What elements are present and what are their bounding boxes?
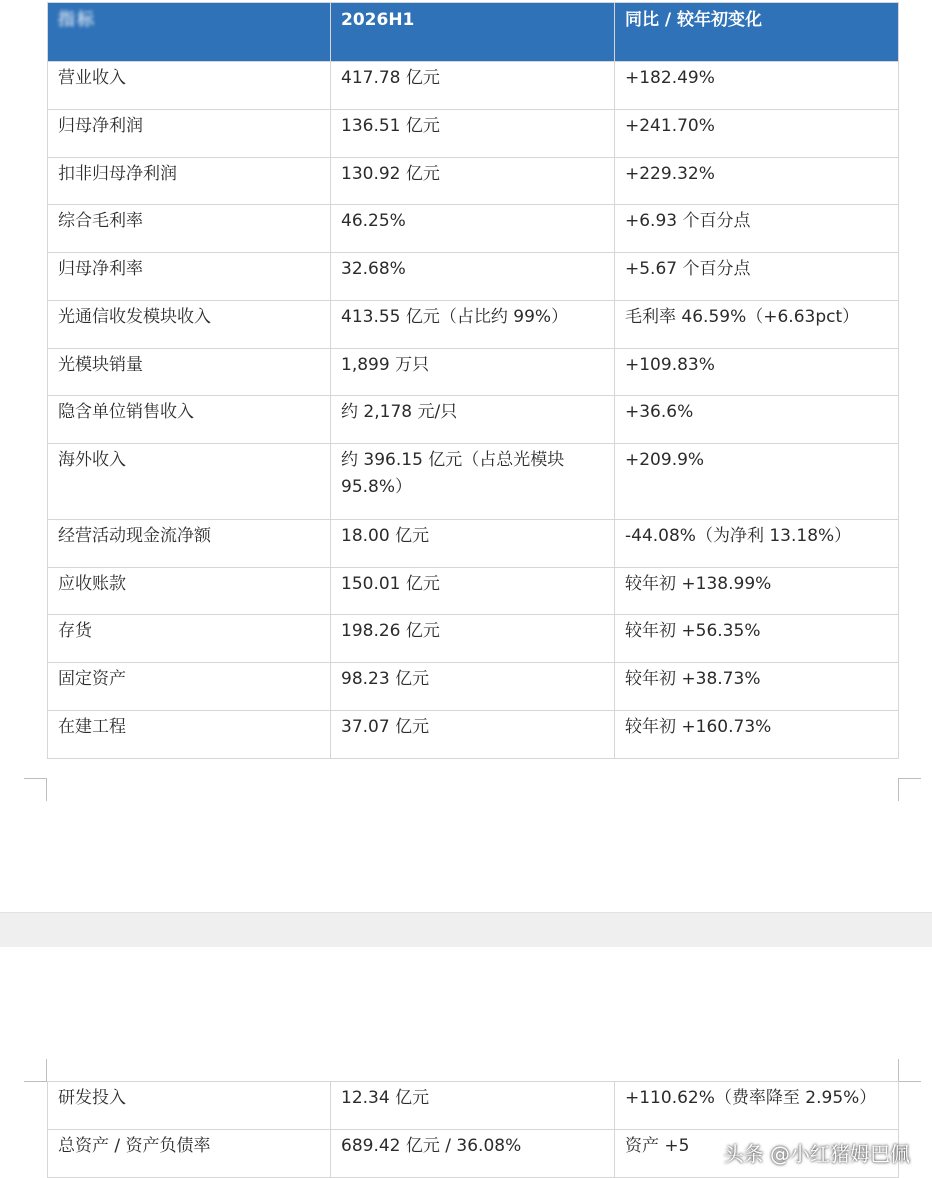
document-page-2 <box>0 947 932 1173</box>
table-row <box>48 396 899 444</box>
table-row <box>48 1082 899 1130</box>
metric-change-cell: 较年初 +160.73% <box>615 711 899 759</box>
header-cell: 2026H1 <box>331 3 615 62</box>
metric-value-cell: 12.34 亿元 <box>331 1082 615 1130</box>
metric-change-cell: 较年初 +38.73% <box>615 663 899 711</box>
page-corner-mark <box>24 778 47 801</box>
table-row <box>48 444 899 520</box>
metric-name-cell: 归母净利润 <box>48 110 331 158</box>
metric-change-cell: +109.83% <box>615 349 899 396</box>
metric-change-cell: 资产 +5 <box>615 1130 899 1178</box>
metric-name-cell: 综合毛利率 <box>48 205 331 253</box>
table-header-row <box>48 3 899 62</box>
metric-value-cell: 1,899 万只 <box>331 349 615 396</box>
metric-change-cell: +6.93 个百分点 <box>615 205 899 253</box>
metric-value-cell: 198.26 亿元 <box>331 615 615 663</box>
table-row <box>48 110 899 158</box>
page-corner-mark <box>898 1059 921 1082</box>
table-row <box>48 301 899 349</box>
metric-change-cell: 较年初 +56.35% <box>615 615 899 663</box>
metric-change-cell: 毛利率 46.59%（+6.63pct） <box>615 301 899 349</box>
metric-name-cell: 光通信收发模块收入 <box>48 301 331 349</box>
metric-value-cell: 417.78 亿元 <box>331 62 615 110</box>
metric-change-cell: +229.32% <box>615 158 899 205</box>
metric-value-cell: 150.01 亿元 <box>331 568 615 615</box>
metric-name-cell: 隐含单位销售收入 <box>48 396 331 444</box>
metric-change-cell: +5.67 个百分点 <box>615 253 899 301</box>
metric-change-cell: +241.70% <box>615 110 899 158</box>
table-row <box>48 520 899 568</box>
table-row <box>48 158 899 205</box>
metric-change-cell: +36.6% <box>615 396 899 444</box>
metric-name-cell: 营业收入 <box>48 62 331 110</box>
table-row <box>48 711 899 759</box>
metric-value-cell: 32.68% <box>331 253 615 301</box>
metric-name-cell: 总资产 / 资产负债率 <box>48 1130 331 1178</box>
metric-value-cell: 98.23 亿元 <box>331 663 615 711</box>
metric-name-cell: 固定资产 <box>48 663 331 711</box>
metric-name-cell: 经营活动现金流净额 <box>48 520 331 568</box>
metric-value-cell: 约 396.15 亿元（占总光模块 95.8%） <box>331 444 615 520</box>
table-row <box>48 349 899 396</box>
page-corner-mark <box>24 1059 47 1082</box>
metric-value-cell: 约 2,178 元/只 <box>331 396 615 444</box>
page-corner-mark <box>898 778 921 801</box>
metric-value-cell: 689.42 亿元 / 36.08% <box>331 1130 615 1178</box>
header-cell: 同比 / 较年初变化 <box>615 3 899 62</box>
metric-value-cell: 37.07 亿元 <box>331 711 615 759</box>
metric-change-cell: -44.08%（为净利 13.18%） <box>615 520 899 568</box>
page-separator <box>0 912 932 948</box>
metric-value-cell: 46.25% <box>331 205 615 253</box>
metric-name-cell: 扣非归母净利润 <box>48 158 331 205</box>
table-row <box>48 62 899 110</box>
metric-value-cell: 130.92 亿元 <box>331 158 615 205</box>
metric-name-cell: 存货 <box>48 615 331 663</box>
metric-name-cell: 光模块销量 <box>48 349 331 396</box>
header-cell: 指标 <box>48 3 331 62</box>
metric-change-cell: +209.9% <box>615 444 899 520</box>
metric-name-cell: 归母净利率 <box>48 253 331 301</box>
metric-change-cell: +110.62%（费率降至 2.95%） <box>615 1082 899 1130</box>
metric-name-cell: 研发投入 <box>48 1082 331 1130</box>
metric-change-cell: 较年初 +138.99% <box>615 568 899 615</box>
metric-name-cell: 海外收入 <box>48 444 331 520</box>
metric-name-cell: 在建工程 <box>48 711 331 759</box>
metric-value-cell: 18.00 亿元 <box>331 520 615 568</box>
financial-table <box>47 2 899 759</box>
metric-value-cell: 136.51 亿元 <box>331 110 615 158</box>
table-row <box>48 253 899 301</box>
watermark: 头条 @小红猪姆巴佩 <box>723 1142 910 1166</box>
metric-name-cell: 应收账款 <box>48 568 331 615</box>
table-row <box>48 615 899 663</box>
table-row <box>48 568 899 615</box>
metric-value-cell: 413.55 亿元（占比约 99%） <box>331 301 615 349</box>
metric-change-cell: +182.49% <box>615 62 899 110</box>
table-row <box>48 663 899 711</box>
table-row <box>48 205 899 253</box>
